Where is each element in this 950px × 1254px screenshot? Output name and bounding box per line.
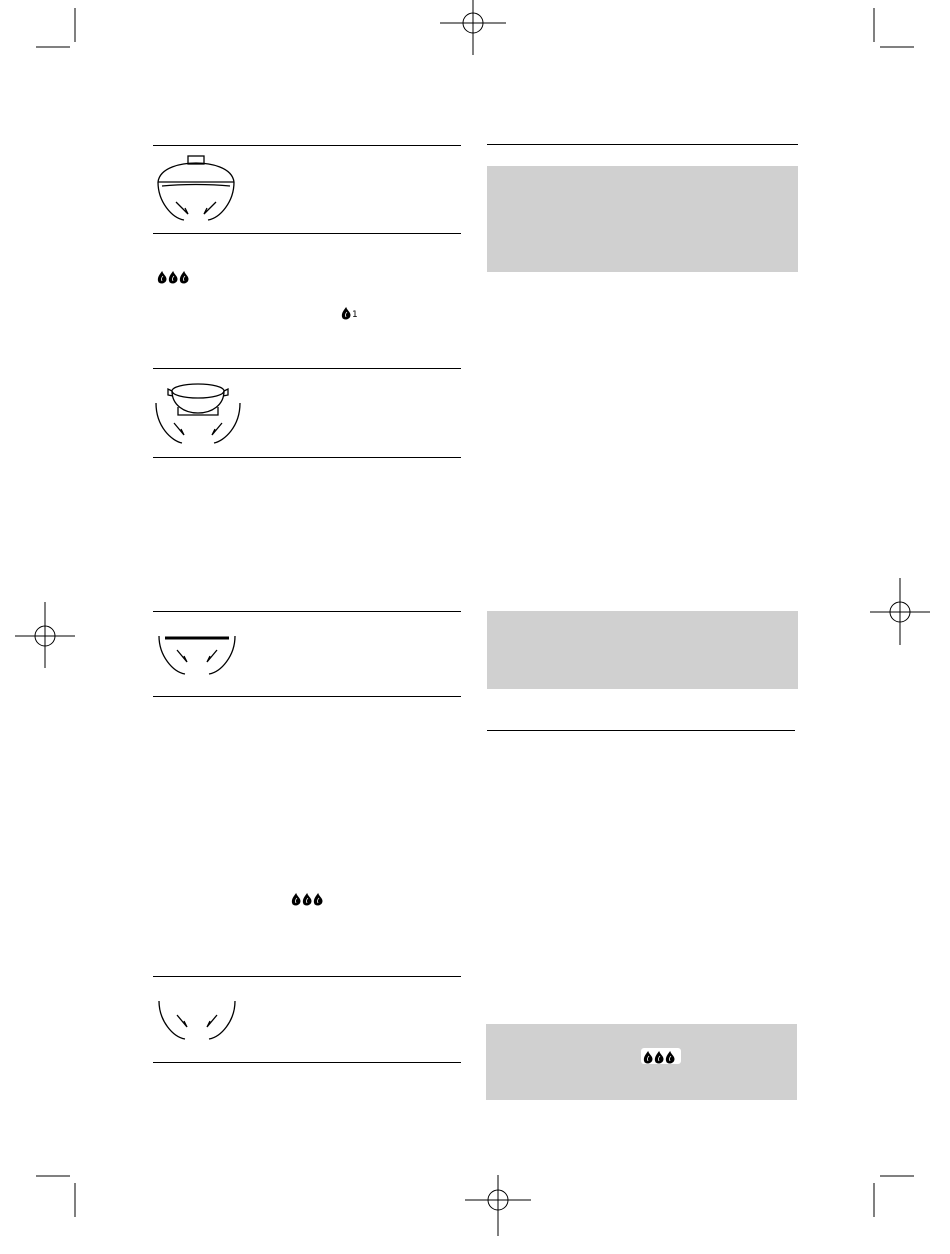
section-rule-4-top [153, 976, 461, 977]
section-rule-2-bottom [153, 457, 461, 458]
registration-mark-right [870, 575, 930, 655]
flame-level-3-icon [291, 892, 327, 906]
right-header-rule [487, 144, 798, 145]
kettle-grill-lid-closed-icon [152, 152, 242, 232]
open-grill-bowl-icon [155, 995, 245, 1055]
info-panel-top [487, 166, 798, 272]
registration-mark-left [15, 598, 75, 678]
flame-level-3-icon [641, 1048, 681, 1064]
wok-on-grill-icon [150, 375, 250, 455]
registration-mark-top [435, 0, 515, 60]
info-panel-middle [487, 611, 798, 689]
section-rule-4-bottom [153, 1062, 461, 1063]
flame-level-3-icon [157, 270, 193, 284]
section-rule-3-bottom [153, 696, 461, 697]
section-rule-1-bottom [153, 233, 461, 234]
section-rule-2-top [153, 368, 461, 369]
section-rule-1-top [153, 145, 461, 146]
flat-grate-grill-icon [155, 630, 245, 690]
flame-level-suffix: 1 [352, 310, 358, 320]
section-rule-3-top [153, 611, 461, 612]
registration-mark-bottom [460, 1170, 540, 1240]
right-section-rule [487, 730, 795, 731]
